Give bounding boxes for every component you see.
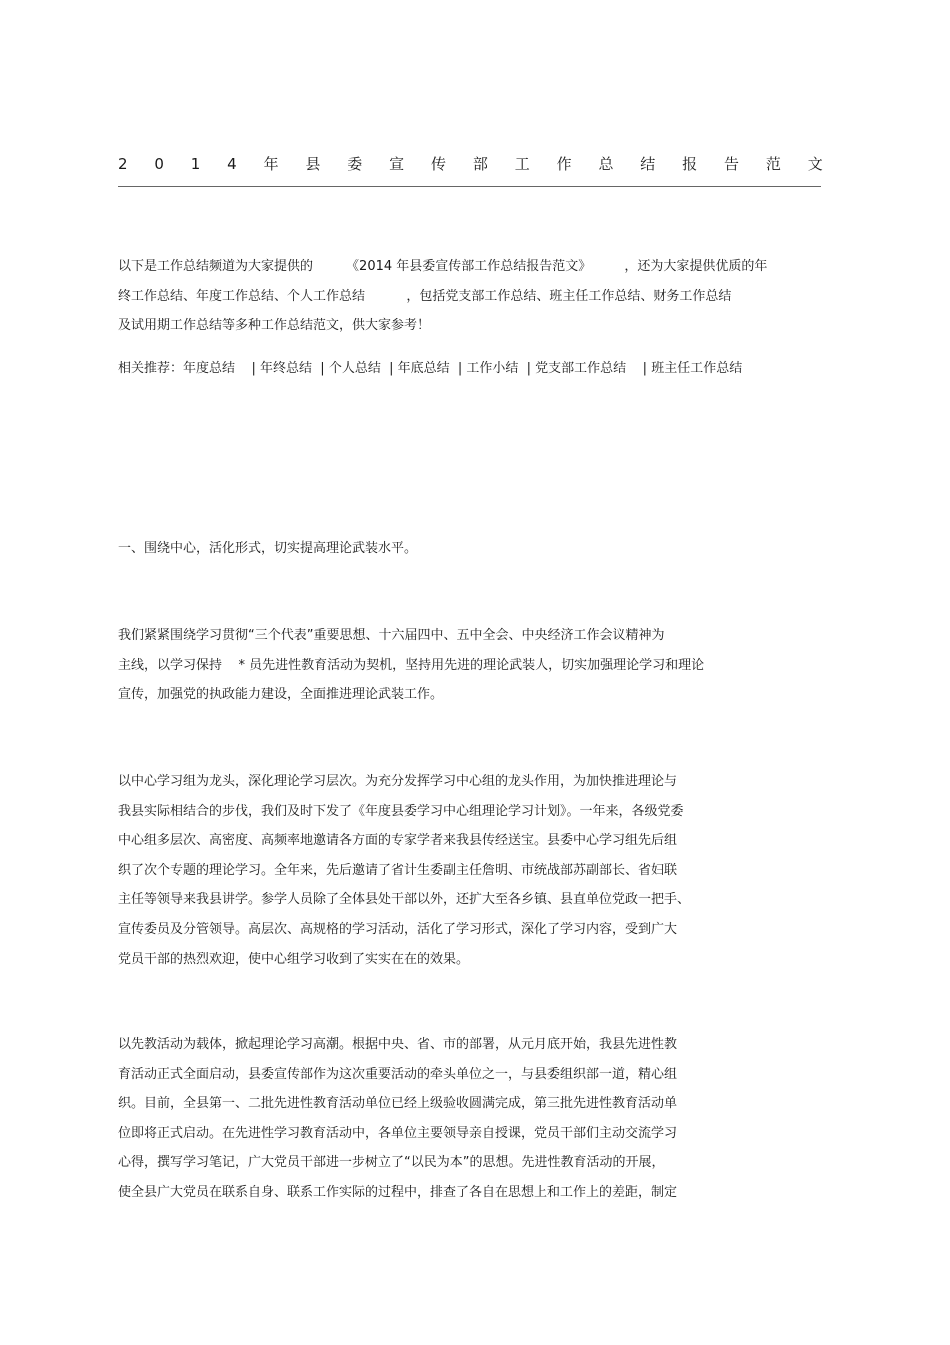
intro-line: 终工作总结、年度工作总结、个人工作总结 ，包括党支部工作总结、班主任工作总结、财务工作总结 (118, 288, 732, 304)
title-char: 结 (640, 155, 656, 173)
section-1-heading: 一、围绕中心，活化形式，切实提高理论武装水平。 (118, 541, 418, 556)
title-char: 4 (227, 155, 237, 173)
paragraph-line: 党员干部的热烈欢迎，使中心组学习收到了实实在在的效果。 (118, 951, 470, 967)
paragraph-line: 我县实际相结合的步伐，我们及时下发了《年度县委学习中心组理论学习计划》。一年来，各级党委 (118, 803, 684, 819)
title-char: 工 (514, 155, 530, 173)
title-char: 部 (472, 155, 488, 173)
title-char: 1 (190, 155, 201, 173)
title-char: 告 (724, 155, 740, 173)
section-heading (118, 534, 808, 564)
paragraph-line: 织。目前，全县第一、二批先进性教育活动单位已经上级验收圆满完成，第三批先进性教育活动单 (118, 1096, 678, 1112)
paragraph-line: 我们紧紧围绕学习贯彻“三个代表”重要思想、十六届四中、五中全会、中央经济工作会议精神为 (118, 628, 665, 643)
paragraph-line: 宣传，加强党的执政能力建设，全面推进理论武装工作。 (118, 687, 444, 702)
title-char: 委 (347, 155, 363, 173)
title-char: 总 (598, 155, 614, 173)
paragraph-line: 以中心学习组为龙头，深化理论学习层次。为充分发挥学习中心组的龙头作用，为加快推进理论与 (118, 774, 678, 789)
paragraph-line: 心得，撰写学习笔记，广大党员干部进一步树立了“以民为本”的思想。先进性教育活动的开展， (118, 1155, 665, 1171)
title-underline (118, 186, 821, 187)
paragraph-line: 主任等领导来我县讲学。参学人员除了全体县处干部以外，还扩大至各乡镇、县直单位党政一把手、 (118, 892, 691, 908)
recommend-links[interactable]: 相关推荐：年度总结 | 年终总结 | 个人总结 | 年底总结 | 工作小结 | 党支部工作总结 | 班主任工作总结 (118, 361, 743, 376)
paragraph-1 (118, 621, 808, 710)
title-char: 报 (682, 155, 698, 173)
paragraph-line: 以先教活动为载体，掀起理论学习高潮。根据中央、省、市的部署，从元月底开始，我县先进性教 (118, 1037, 678, 1052)
intro-line: 及试用期工作总结等多种工作总结范文，供大家参考！ (118, 318, 431, 333)
document-title (118, 152, 823, 176)
title-char: 文 (807, 155, 823, 173)
title-char: 0 (154, 155, 164, 173)
title-char: 传 (431, 155, 447, 173)
paragraph-line: 主线，以学习保持 * 员先进性教育活动为契机，坚持用先进的理论武装人，切实加强理论学习和理论 (118, 657, 705, 673)
intro-paragraph (118, 252, 808, 341)
title-char: 年 (263, 155, 279, 173)
title-char: 县 (305, 155, 321, 173)
paragraph-line: 中心组多层次、高密度、高频率地邀请各方面的专家学者来我县传经送宝。县委中心学习组先后组 (118, 833, 678, 849)
title-char: 范 (765, 155, 781, 173)
paragraph-line: 育活动正式全面启动，县委宣传部作为这次重要活动的牵头单位之一，与县委组织部一道，精心组 (118, 1066, 678, 1082)
title-char: 2 (118, 155, 128, 173)
paragraph-line: 位即将正式启动。在先进性学习教育活动中，各单位主要领导亲自授课，党员干部们主动交流学习 (118, 1125, 678, 1141)
paragraph-line: 宣传委员及分管领导。高层次、高规格的学习活动，活化了学习形式，深化了学习内容，受到广大 (118, 921, 678, 937)
paragraph-line: 织了次个专题的理论学习。全年来，先后邀请了省计生委副主任詹明、市统战部苏副部长、省妇联 (118, 862, 678, 878)
related-recommendations (118, 354, 808, 384)
title-char: 宣 (389, 155, 405, 173)
title-char: 作 (556, 155, 572, 173)
paragraph-2 (118, 767, 808, 974)
intro-line: 以下是工作总结频道为大家提供的 《2014 年县委宣传部工作总结报告范文》 ，还为大家提供优质的年 (118, 259, 768, 274)
paragraph-line: 使全县广大党员在联系自身、联系工作实际的过程中，排查了各自在思想上和工作上的差距，制定 (118, 1184, 678, 1200)
paragraph-3 (118, 1030, 808, 1208)
